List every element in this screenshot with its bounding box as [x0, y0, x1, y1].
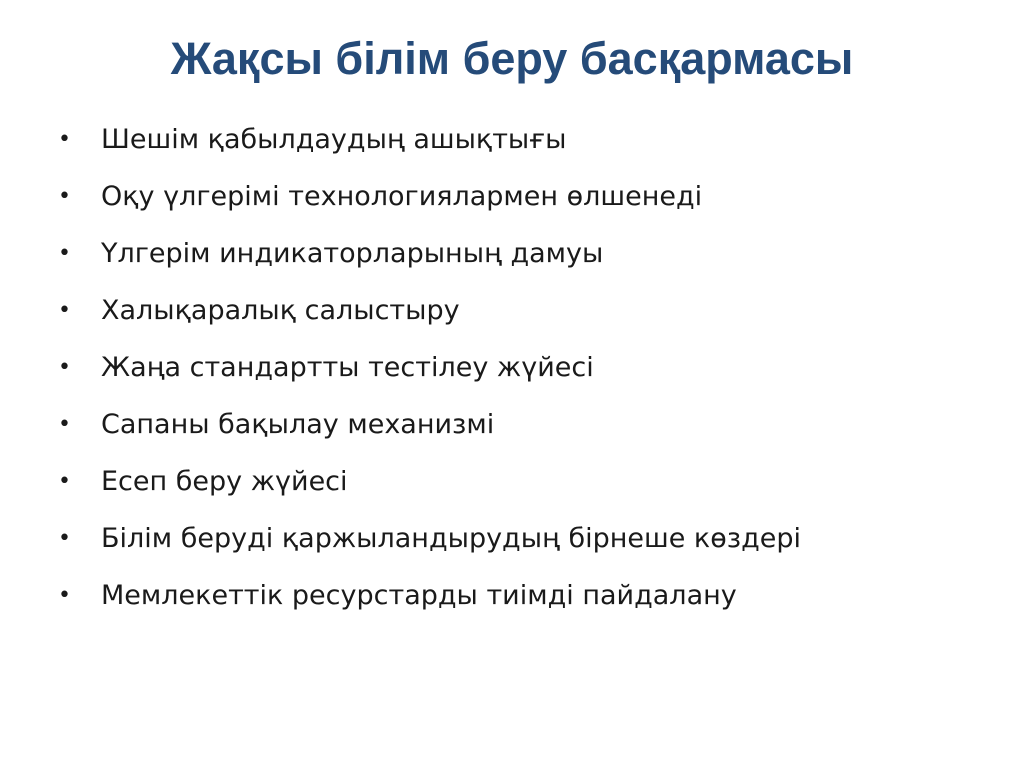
bullet-icon: • [58, 469, 71, 494]
list-item-text: Жаңа стандартты тестілеу жүйесі [101, 352, 594, 383]
bullet-icon: • [58, 241, 71, 266]
list-item-text: Халықаралық салыстыру [101, 295, 460, 326]
list-item-text: Есеп беру жүйесі [101, 466, 348, 497]
list-item-text: Үлгерім индикаторларының дамуы [101, 238, 604, 269]
bullet-icon: • [58, 184, 71, 209]
list-item [58, 116, 998, 173]
bullet-icon: • [58, 526, 71, 551]
list-item-text: Мемлекеттік ресурстарды тиімді пайдалану [101, 580, 737, 611]
bullet-icon: • [58, 412, 71, 437]
bullet-list [58, 116, 998, 629]
list-item [58, 230, 998, 287]
bullet-icon: • [58, 127, 71, 152]
list-item [58, 515, 998, 572]
list-item [58, 287, 998, 344]
list-item [58, 344, 998, 401]
list-item [58, 458, 998, 515]
list-item [58, 401, 998, 458]
list-item-text: Оқу үлгерімі технологиялармен өлшенеді [101, 181, 703, 212]
list-item-text: Сапаны бақылау механизмі [101, 409, 495, 440]
list-item [58, 572, 998, 629]
list-item-text: Шешім қабылдаудың ашықтығы [101, 124, 567, 155]
bullet-icon: • [58, 355, 71, 380]
bullet-icon: • [58, 583, 71, 608]
list-item [58, 173, 998, 230]
bullet-icon: • [58, 298, 71, 323]
slide-title: Жақсы білім беру басқармасы [170, 33, 854, 84]
list-item-text: Білім беруді қаржыландырудың бірнеше көздері [101, 523, 802, 554]
